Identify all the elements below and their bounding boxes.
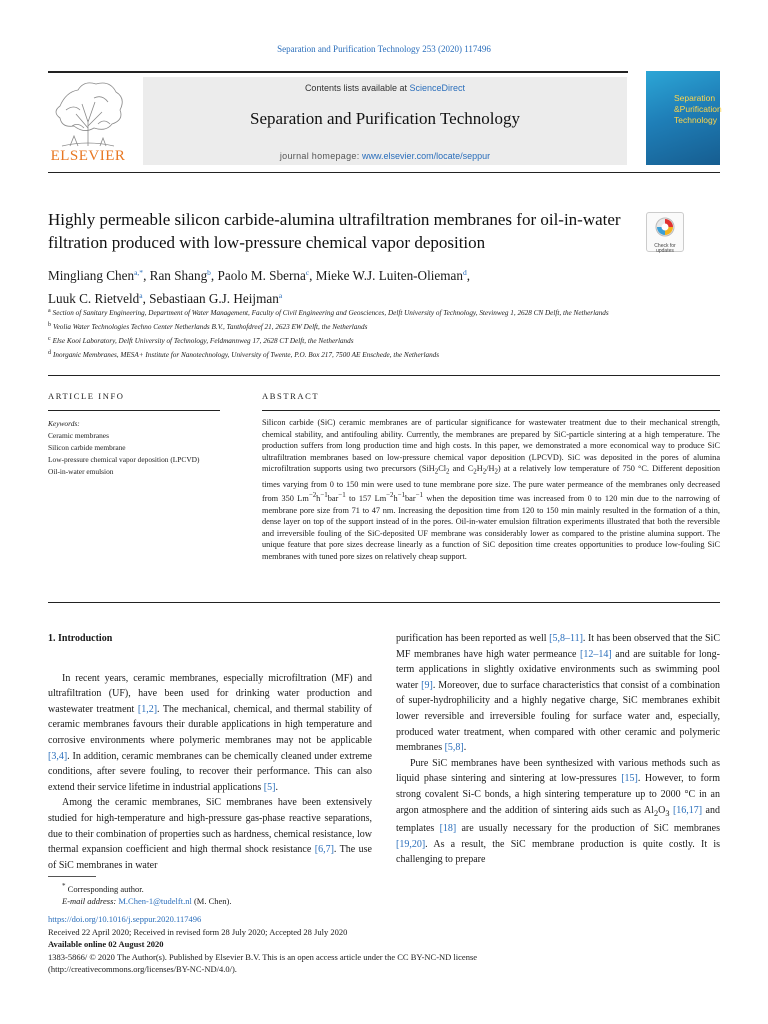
abstract-segment: when the deposition time was increased from 0 to 120 min due to the narrowing of membrane pore size from 71 to 47 nm. Increasing the deposition time from 120 to 150 min mainly resulted in the formation of a thin, dense layer on top of the support instead of in the pores. Oil-in-water emulsion filtration experiments illustrated that both the reversible and irreversible fouling of the SiC-deposited UF membrane was considerably lower as compared to the pristine alumina support. The unique feature that pore sizes decrease linearly as a function of SiC deposition time creates opportunities to produce low-fouling SiC membranes with tuned pore sizes on relatively cheap support. — [262, 493, 720, 561]
article-info-rule — [48, 410, 220, 411]
keyword-item: Silicon carbide membrane — [48, 443, 126, 452]
abstract-segment: bar — [405, 493, 416, 503]
text-run: O — [658, 804, 666, 816]
abstract-segment: h — [393, 493, 398, 503]
author-affiliation-mark[interactable]: b — [207, 268, 211, 277]
email-label: E-mail address: — [62, 895, 117, 906]
text-run: purification has been reported as well — [396, 633, 550, 644]
cover-title-line: &Purification — [674, 104, 722, 114]
homepage-link[interactable]: www.elsevier.com/locate/seppur — [362, 151, 491, 161]
homepage-line — [143, 151, 627, 161]
journal-title[interactable]: Separation and Purification Technology — [250, 109, 520, 128]
abstract-segment: /H — [486, 464, 495, 474]
affiliation-text: Section of Sanitary Engineering, Department of Water Management, Faculty of Civil Engineering and Geosciences, Delft University of Technology, Stevinweg 1, 2628 CN Delft, the Netherlands — [52, 309, 609, 317]
text-run: . The mechanical, chemical, and thermal stability of ceramic membranes favours their durable applications in high temperature and corrosive environments where polymeric membranes may not be applicable — [48, 703, 373, 746]
journal-reference-link[interactable]: Separation and Purification Technology 253 (2020) 117496 — [277, 44, 491, 54]
abstract-segment: h — [316, 493, 321, 503]
author-list: Mingliang Chen$^{a,*}$, Ran Shang$^b$, Paolo M. Sberna$^c$, Mieke W.J. Luiten-Olieman$^d$, Luuk C. Rietveld$^a$, Sebastiaan G.J. Heijman$^a$ — [48, 268, 471, 306]
citation-link[interactable]: [16,17] — [672, 804, 703, 816]
article-info-heading: ARTICLE INFO — [48, 391, 125, 401]
subscript: 2 — [473, 469, 477, 477]
header-bottom-rule — [48, 172, 720, 173]
author-affiliation-mark[interactable]: c — [305, 268, 310, 277]
text-run: In recent years, ceramic membranes, especially microfiltration (MF) and ultrafiltration (UF), have been used for drinking water production and wastewater treatment — [48, 672, 372, 715]
abstract-segment: Silicon carbide (SiC) ceramic membranes are of particular significance for wastewater treatment due to their mechanical strength, chemical stability, and antifouling ability. Currently, the membranes are prepared by SiC-particle sintering at a high temperature. The production suffers from long production time and high costs. In this paper, we demonstrated a more economical way to produce SiC ultrafiltration membranes based on low-pressure chemical vapor deposition (LPCVD). SiC was deposited in the pores of alumina microfiltration supports using two precursors (SiH — [262, 418, 720, 474]
affiliation-text: Veolia Water Technologies Techno Center Netherlands B.V., Tanthofdreef 21, 2623 EW Delft, the Netherlands — [53, 323, 368, 331]
affiliation-item — [48, 347, 643, 361]
publication-details — [48, 913, 720, 976]
citation-link[interactable]: [3,4] — [48, 750, 68, 762]
cover-title-line: Technology — [674, 115, 718, 125]
keyword-item: Low-pressure chemical vapor deposition (LPCVD) — [48, 455, 200, 464]
author-name[interactable]: Mieke W.J. Luiten-Olieman — [315, 268, 463, 283]
sciencedirect-link[interactable]: ScienceDirect — [409, 83, 466, 93]
author-name[interactable]: Luuk C. Rietveld — [48, 291, 140, 306]
citation-link[interactable]: [6,7] — [314, 844, 334, 856]
text-run: . — [463, 742, 467, 754]
text-run: . In addition, ceramic membranes can be chemically cleaned under extreme conditions, after severe fouling, to recover their performance. This can also extend their service lifetime in industrial applications — [48, 750, 372, 793]
author-name[interactable]: Sebastiaan G.J. Heijman — [149, 291, 279, 306]
subscript: 2 — [482, 469, 487, 477]
author-email-link[interactable]: M.Chen-1@tudelft.nl — [118, 895, 192, 906]
email-suffix: (M. Chen). — [193, 895, 232, 906]
author-name[interactable]: Ran Shang — [149, 268, 208, 283]
license-url[interactable]: (http://creativecommons.org/licenses/BY-NC-ND/4.0/). — [48, 964, 237, 974]
citation-link[interactable]: [5,8–11] — [549, 633, 583, 644]
subscript: 3 — [665, 808, 670, 818]
subscript: 2 — [434, 469, 439, 477]
text-run: Pure SiC membranes have been synthesized with various methods such as liquid phase sintering and sintering at low-pressures — [396, 757, 720, 785]
email-note — [48, 895, 720, 907]
cover-title — [674, 93, 722, 126]
doi-link[interactable]: https://doi.org/10.1016/j.seppur.2020.117496 — [48, 914, 202, 924]
received-dates: Received 22 April 2020; Received in revised form 28 July 2020; Accepted 28 July 2020 — [48, 926, 348, 937]
text-run: . However, to form strong covalent Si-C bonds, a high sintering temperature up to 2000 °C in an argon atmosphere and the addition of sintering aids such as Al — [396, 773, 720, 816]
superscript: −1 — [397, 492, 406, 500]
paragraph — [396, 631, 720, 756]
elsevier-wordmark[interactable]: ELSEVIER — [50, 148, 126, 164]
author-affiliation-mark[interactable]: a — [139, 291, 143, 300]
paragraph — [48, 671, 372, 796]
check-for-updates-button[interactable] — [646, 212, 684, 252]
available-online: Available online 02 August 2020 — [48, 939, 164, 949]
author-name[interactable]: Mingliang Chen — [48, 268, 135, 283]
keyword-item: Ceramic membranes — [48, 431, 109, 440]
article-info-top-rule — [48, 375, 720, 376]
affiliation-letter: b — [48, 322, 51, 328]
corresponding-author-note: * Corresponding author. — [62, 882, 144, 894]
footnote-rule — [48, 876, 96, 877]
paragraph — [396, 756, 720, 868]
affiliation-letter: c — [48, 336, 51, 342]
affiliation-item — [48, 333, 643, 347]
text-run: Among the ceramic membranes, SiC membranes have been extensively studied for high-temperature and high-pressure gas-phase reactive separations, due to their combination of properties such as hardness, chemical resistance, low thermal expansion coefficient and high thermal shock resistance — [48, 797, 372, 856]
superscript: −2 — [308, 492, 317, 500]
check-updates-label: Check for updates — [654, 243, 676, 254]
citation-link[interactable]: [5] — [263, 781, 276, 793]
text-run: . — [275, 781, 278, 793]
superscript: −2 — [386, 492, 394, 500]
affiliation-list — [48, 305, 643, 361]
abstract-text — [262, 417, 720, 563]
check-updates-icon — [654, 216, 676, 238]
citation-link[interactable]: [15] — [621, 773, 638, 785]
text-run: and are suitable for long-term applications in slightly oxidative environments such as swimming pool water — [396, 648, 720, 691]
text-run: . The use of SiC membranes in water — [48, 844, 372, 871]
homepage-label: journal homepage: — [279, 151, 360, 161]
text-run: and templates — [396, 804, 720, 835]
license-line: 1383-5866/ © 2020 The Author(s). Published by Elsevier B.V. This is an open access article under the CC BY-NC-ND license — [48, 951, 478, 962]
right-column — [396, 631, 720, 868]
contents-line — [143, 83, 627, 93]
superscript: −1 — [338, 492, 346, 500]
header-top-rule — [48, 71, 628, 73]
citation-link[interactable]: [12–14] — [580, 648, 612, 660]
affiliation-item — [48, 319, 643, 333]
text-run: . Moreover, due to surface characteristics that consist of a combination of super-hydrophilicity and a highly negative charge, SiC membranes exhibit lower reversible and irreversible fouling for surface water and, especially, produced water treatment, when compared with other ceramic and polymeric membranes — [396, 679, 720, 754]
affiliation-letter: a — [48, 308, 51, 314]
text-run: . As a result, the SiC membrane production is quite costly. It is challenging to prepare — [396, 838, 720, 866]
affiliation-letter: d — [48, 350, 51, 356]
abstract-segment: and C — [449, 464, 474, 474]
affiliation-text: Inorganic Membranes, MESA+ Institute for Nanotechnology, University of Twente, P.O. Box 217, 7500 AE Enschede, the Netherlands — [53, 351, 440, 359]
keywords-label: Keywords: — [48, 419, 80, 428]
author-affiliation-mark[interactable]: a,* — [134, 268, 144, 277]
affiliation-item — [48, 305, 643, 319]
abstract-segment: H — [476, 464, 483, 474]
superscript: −1 — [415, 492, 423, 500]
paper-title: Highly permeable silicon carbide-alumina ultrafiltration membranes for oil-in-water filtration produced with low-pressure chemical vapor deposition — [48, 210, 621, 252]
journal-header-band — [143, 77, 627, 165]
abstract-heading: ABSTRACT — [262, 391, 320, 401]
superscript: −1 — [320, 492, 328, 500]
keywords-block — [48, 418, 218, 478]
author-affiliation-mark[interactable]: d — [462, 268, 467, 277]
contents-prefix: Contents lists available at — [304, 83, 407, 93]
subscript: 2 — [494, 469, 498, 477]
abstract-segment: bar — [327, 493, 339, 503]
subscript: 2 — [653, 808, 659, 818]
abstract-segment: Cl — [438, 464, 447, 474]
abstract-segment: to 157 Lm — [345, 493, 387, 503]
author-name[interactable]: Paolo M. Sberna — [217, 268, 306, 283]
citation-link[interactable]: [18] — [439, 823, 457, 835]
subscript: 2 — [446, 469, 450, 477]
journal-cover-image[interactable] — [646, 71, 720, 165]
affiliation-text: Else Kooi Laboratory, Delft University of Technology, Feldmannweg 17, 2628 CT Delft, the Netherlands — [52, 337, 354, 345]
paragraph — [48, 795, 372, 873]
section-heading: 1. Introduction — [48, 633, 113, 644]
footnotes — [48, 880, 720, 907]
body-top-rule — [48, 602, 720, 603]
abstract-segment: ) at a relatively low temperature of 750 °C. Different deposition times varying from 0 to 150 min were used to tune membrane pore size. The pure water permeance of the membranes only decreased from 350 Lm — [262, 464, 721, 503]
author-affiliation-mark[interactable]: a — [278, 291, 283, 300]
abstract-rule — [262, 410, 720, 411]
left-column — [48, 631, 372, 873]
text-run: are usually necessary for the production of SiC membranes — [456, 823, 720, 835]
citation-link[interactable]: [19,20] — [396, 838, 426, 850]
citation-link[interactable]: [5,8] — [444, 742, 464, 754]
text-run: . It has been observed that the SiC MF membranes have high water permeance — [396, 633, 720, 660]
corresponding-author-label: Corresponding author. — [67, 883, 144, 894]
citation-link[interactable]: [1,2] — [137, 703, 158, 715]
citation-link[interactable]: [9] — [421, 679, 433, 691]
keyword-item: Oil-in-water emulsion — [48, 467, 114, 476]
cover-title-line: Separation — [674, 93, 716, 103]
